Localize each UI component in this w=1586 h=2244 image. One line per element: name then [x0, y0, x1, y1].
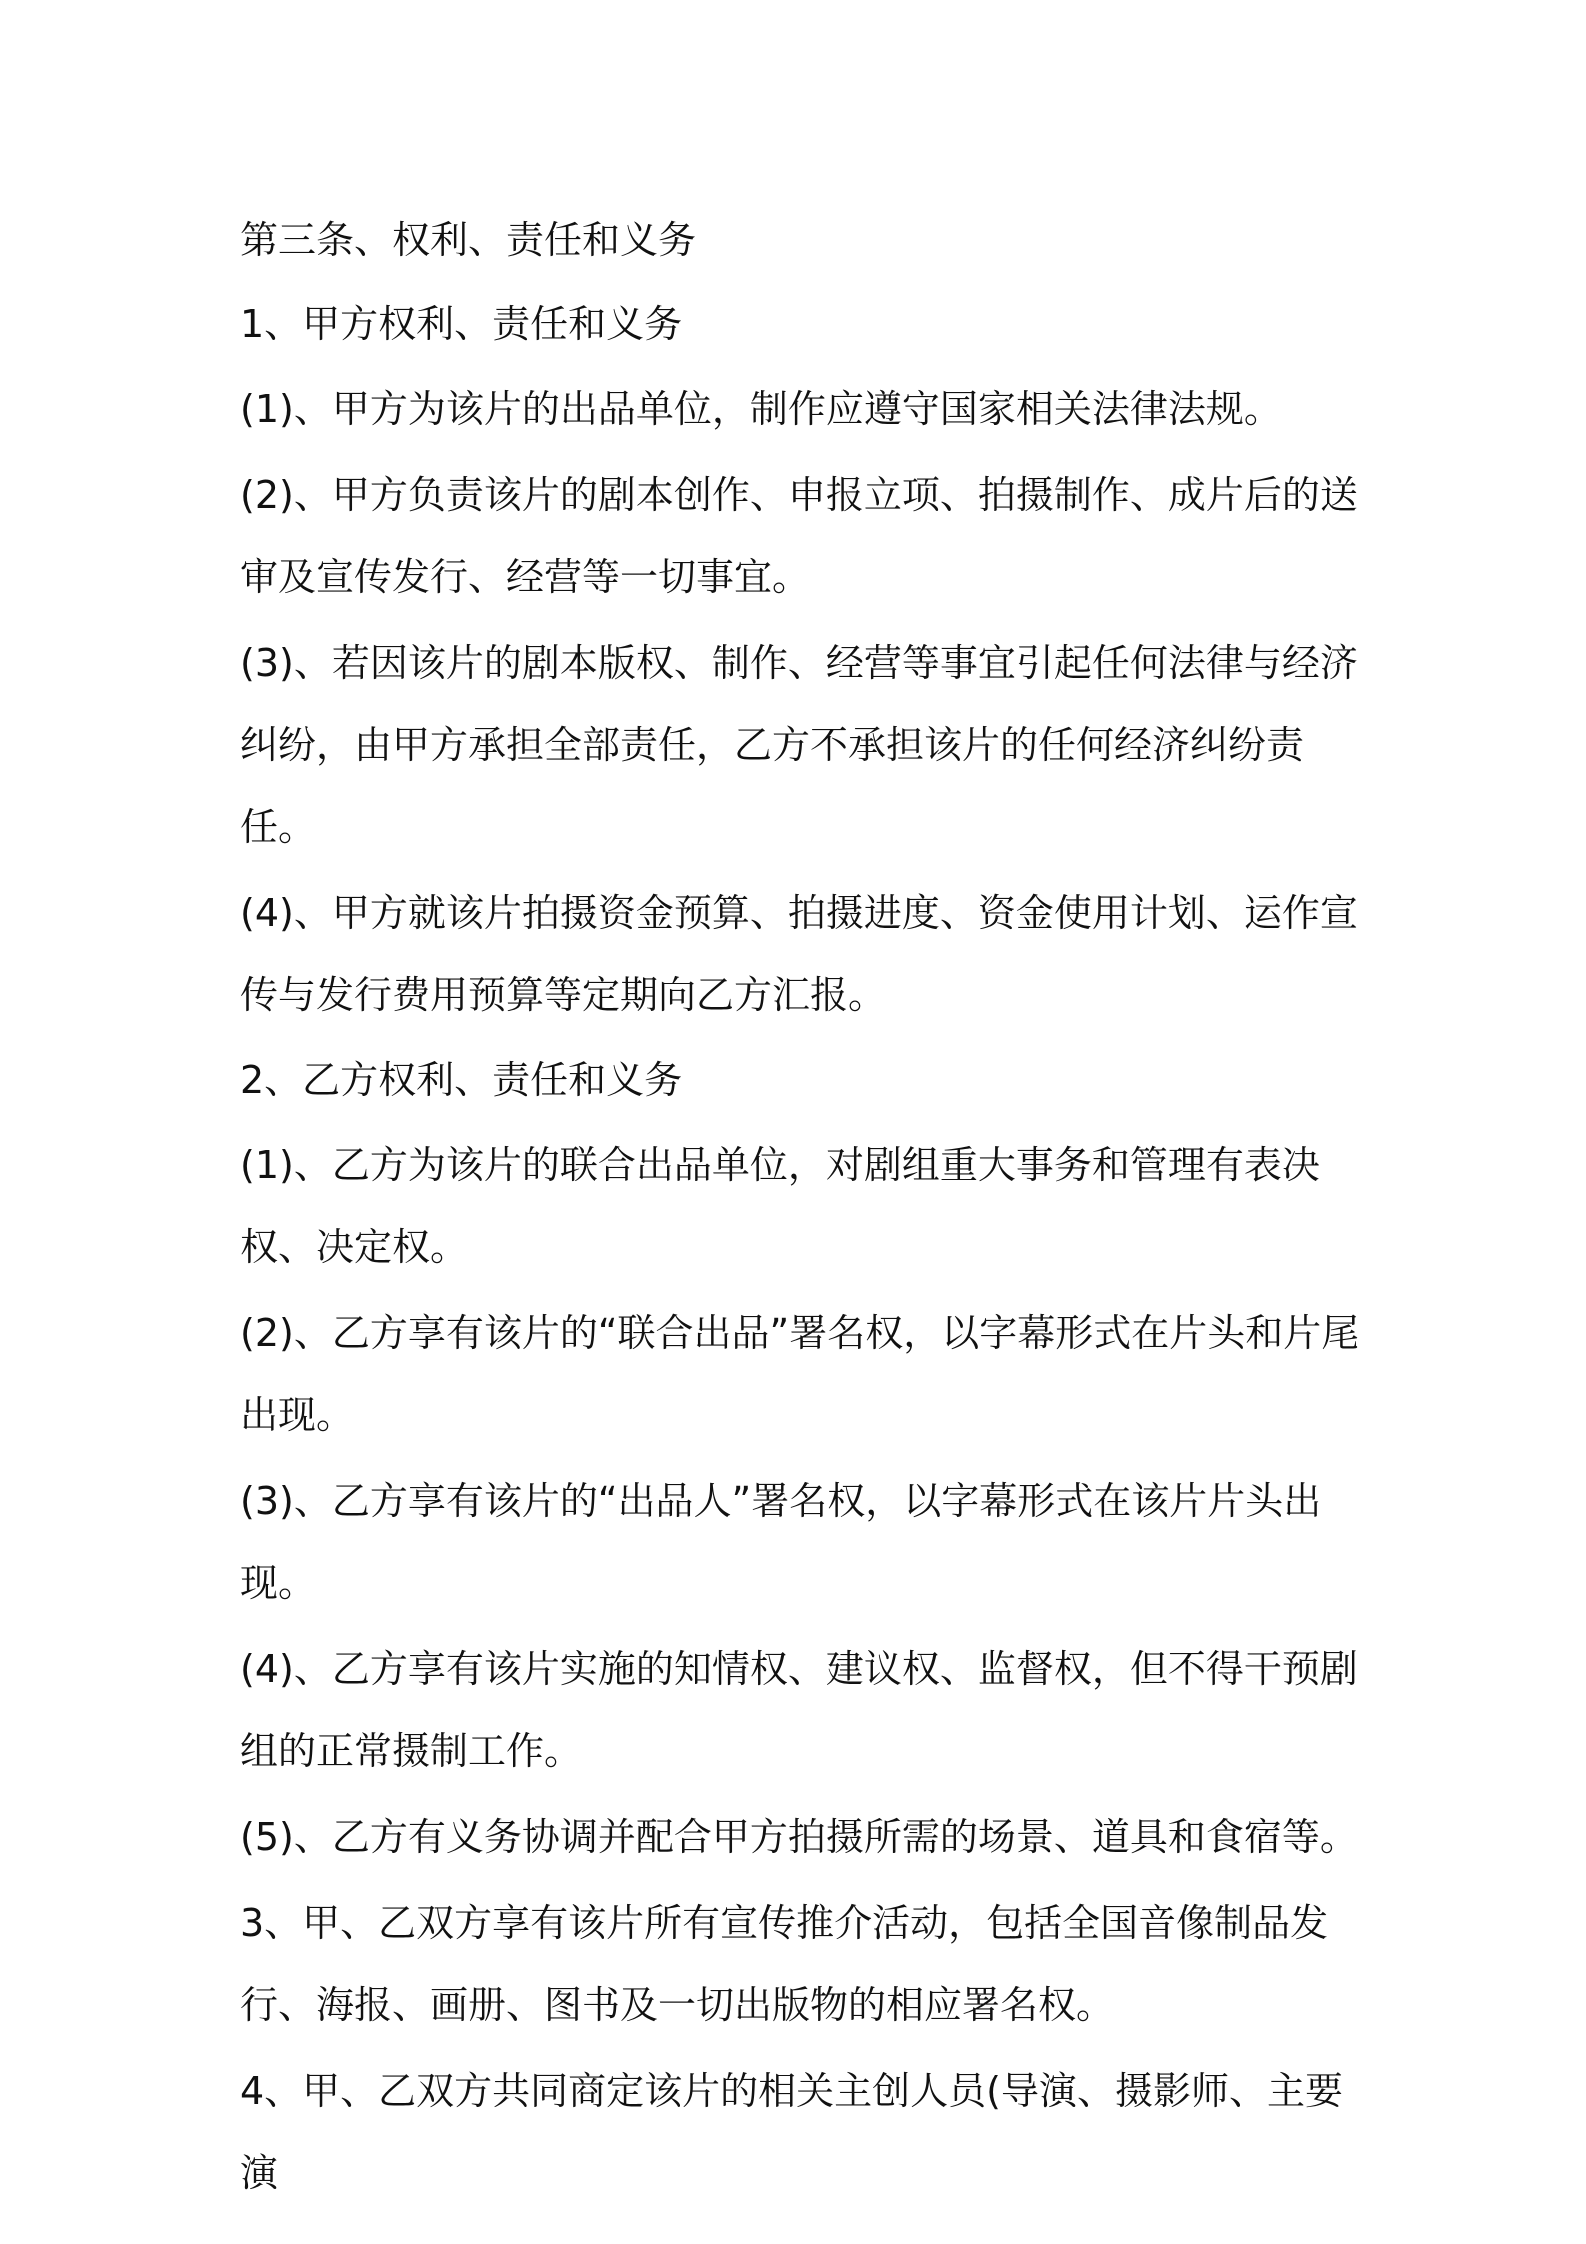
clause-3: 3、甲、乙双方享有该片所有宣传推介活动，包括全国音像制品发行、海报、画册、图书及一切出版物的相应署名权。: [240, 1901, 1329, 2027]
clause-b-3: (3)、乙方享有该片的“出品人”署名权，以字幕形式在该片片头出现。: [240, 1479, 1322, 1605]
clause-b-1: (1)、乙方为该片的联合出品单位，对剧组重大事务和管理有表决权、决定权。: [240, 1143, 1320, 1269]
section-heading-party-b: 2、乙方权利、责任和义务: [240, 1058, 683, 1102]
document-body: [240, 200, 1360, 2214]
clause-4: 4、甲、乙双方共同商定该片的相关主创人员(导演、摄影师、主要演: [240, 2069, 1344, 2195]
clause-b-5: (5)、乙方有义务协调并配合甲方拍摄所需的场景、道具和食宿等。: [240, 1815, 1358, 1859]
clause-a-3: (3)、若因该片的剧本版权、制作、经营等事宜引起任何法律与经济纠纷，由甲方承担全部责任，乙方不承担该片的任何经济纠纷责任。: [240, 641, 1358, 849]
section-heading-party-a: 1、甲方权利、责任和义务: [240, 302, 683, 346]
clause-b-2: (2)、乙方享有该片的“联合出品”署名权，以字幕形式在片头和片尾出现。: [240, 1311, 1360, 1437]
clause-a-4: (4)、甲方就该片拍摄资金预算、拍摄进度、资金使用计划、运作宣传与发行费用预算等定期向乙方汇报。: [240, 891, 1358, 1017]
clause-a-1: (1)、甲方为该片的出品单位，制作应遵守国家相关法律法规。: [240, 387, 1282, 431]
clause-a-2: (2)、甲方负责该片的剧本创作、申报立项、拍摄制作、成片后的送审及宣传发行、经营等一切事宜。: [240, 473, 1358, 599]
article-heading: 第三条、权利、责任和义务: [240, 218, 697, 262]
clause-b-4: (4)、乙方享有该片实施的知情权、建议权、监督权，但不得干预剧组的正常摄制工作。: [240, 1647, 1358, 1773]
